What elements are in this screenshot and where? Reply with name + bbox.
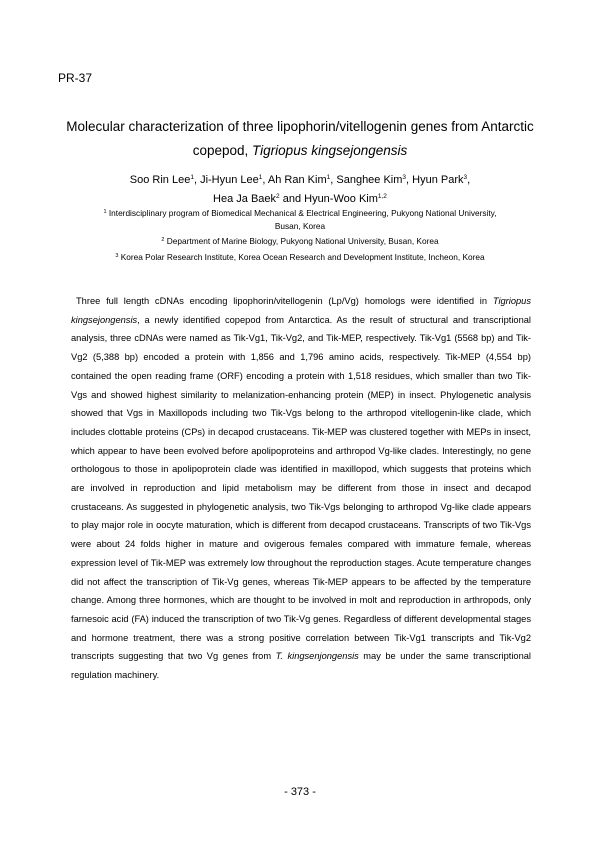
author-list [60,171,540,209]
abstract-text: may be under the same transcriptional regulation machinery. [71,651,531,681]
author-line-1: Soo Rin Lee$^1$, Ji-Hyun Lee$^1$, Ah Ran Kim$^1$, Sanghee Kim$^3$, Hyun Park$^3$, [129,174,471,186]
abstract-text: , a newly identified copepod from Antarctica. As the result of structural and transcriptional analysis, three cDNAs were named as Tik-Vg1, Tik-Vg2, and Tik-MEP, respectively. Tik-Vg1 (5568 bp) and Tik-Vg2 (5,388 bp) encoded a protein with 1,856 and 1,796 amino acids, respectively. Tik-MEP (4,554 bp) contained the open reading frame (ORF) encoding a protein with 1,518 residues, which smaller than two Tik-Vgs and showed highest similarity to melanization-enhancing protein (MEP) in insect. Phylogenetic analysis showed that Vgs in Maxillopods including two Tik-Vgs belong to the arthropod vitellogenin-like clade, which includes clottable proteins (CPs) in decapod crustaceans. Tik-MEP was clustered together with MEPs in insect, which appear to have been evolved before apolipoproteins and arthropod Vg-like clades. Interestingly, no gene orthologous to those in apolipoprotein clade was identified in maxillopod, which suggests that proteins which are involved in reproduction and lipid metabolism may be different from those in insect and decapod crustaceans. As suggested in phylogenetic analysis, two Tik-Vgs belonging to arthropod Vg-like clade appears to play major role in oocyte maturation, which is different from decapod crustaceans. Transcripts of two Tik-Vgs were about 24 folds higher in mature and ovigerous females compared with immature female, whereas expression level of Tik-MEP was extremely low throughout the reproduction stages. Acute temperature changes did not affect the transcription of Tik-Vg genes, whereas Tik-MEP appears to be affected by the temperature change. Among three hormones, which are thought to be involved in molt and reproduction in arthropods, only farnesoic acid (FA) induced the transcription of two Tik-Vg genes. Regardless of different developmental stages and hormone treatment, there was a strong positive correlation between Tik-Vg1 transcripts and Tik-Vg2 transcripts suggesting that two Vg genes from [71,314,531,662]
abstract-text: Three full length cDNAs encoding lipophorin/vitellogenin (Lp/Vg) homologs were identified in [76,296,493,306]
paper-title [60,115,540,163]
author-affiliation-mark: 3 [463,174,468,181]
affiliation-text: Interdisciplinary program of Biomedical Mechanical & Electrical Engineering, Pukyong National University, [108,208,497,218]
page-number: - 373 - [284,786,316,798]
author-affiliation-mark: 1,2 [377,193,387,200]
author-affiliation-mark: 2 [276,193,280,200]
abstract-species: Tigriopus kingsejongensis [71,296,531,325]
author-name: Ah Ran Kim [267,174,327,186]
author-name: Hyun Park [412,174,464,186]
title-line-2-prefix: copepod, [192,143,253,158]
title-line-2 [60,139,540,163]
author-name: Hyun-Woo Kim [304,193,378,205]
author-name: Sanghee Kim [336,174,403,186]
affiliation-number: 1 [103,209,107,215]
abstract-code: PR-37 [58,71,93,85]
affiliation-number: 2 [161,237,165,243]
affiliation-text: Korea Polar Research Institute, Korea Ocean Research and Development Institute, Incheon, Korea [120,251,485,262]
abstract-body [71,292,531,685]
author-affiliation-mark: 1 [190,174,194,181]
affiliation-2 [60,235,540,248]
author-affiliation-mark: 1 [326,174,331,181]
author-name: Ji-Hyun Lee [200,174,259,186]
title-species: Tigriopus kingsejongensis [252,143,408,158]
author-name: Hea Ja Baek [213,193,277,205]
affiliation-text: Department of Marine Biology, Pukyong National University, Busan, Korea [166,236,439,246]
author-name: Soo Rin Lee [129,174,191,186]
author-affiliation-mark: 1 [258,174,263,181]
title-line-1: Molecular characterization of three lipophorin/vitellogenin genes from Antarctic [66,119,534,134]
affiliation-list [60,207,540,266]
author-affiliation-mark: 3 [402,174,407,181]
author-line-2: Hea Ja Baek$^2$ and Hyun-Woo Kim$^{1,2}$ [213,193,387,205]
affiliation-1 [60,207,540,232]
affiliation-3 [60,251,540,264]
affiliation-text-cont: Busan, Korea [274,220,326,231]
affiliation-number: 3 [115,252,119,259]
abstract-species-abbrev: T. kingsenjongensis [275,651,359,662]
